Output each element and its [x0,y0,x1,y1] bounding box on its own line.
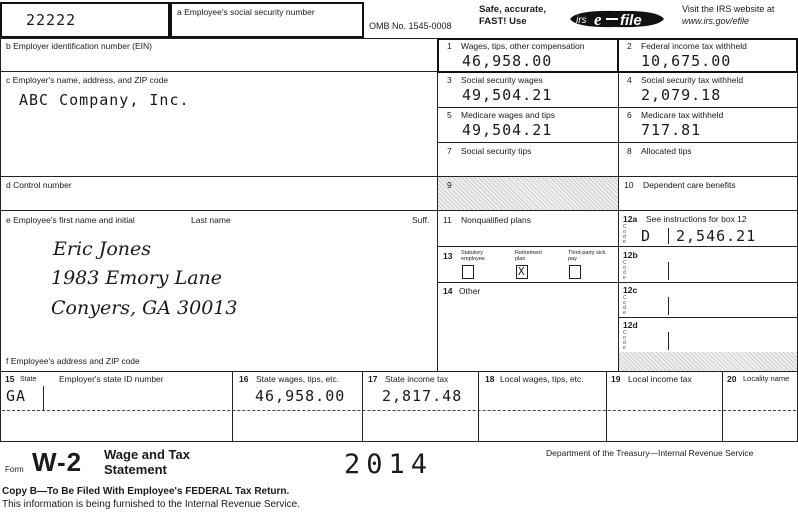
employee-city-handwritten[interactable]: Conyers, GA 30013 [51,297,238,319]
control-number-field[interactable] [1,192,436,209]
box-17-label: State income tax [385,374,449,384]
employee-street-handwritten[interactable]: 1983 Emory Lane [51,267,222,289]
right-rule-6 [437,246,798,247]
state-div-2 [362,371,363,442]
box-4-number: 4 [627,75,632,85]
box-12a-divider [668,228,669,244]
department-treasury-irs: Department of the Treasury—Internal Revenue Service [546,448,754,458]
box-9-shaded [438,177,618,210]
box-12d-divider [668,332,669,350]
box-11-number: 11 [443,215,452,225]
box-12b-number: 12b [623,250,638,260]
box-12b-code-vertical: Code [623,260,627,281]
box-12c-code-vertical: Code [623,295,627,316]
box-12c-number: 12c [623,285,638,295]
box-12c-field[interactable] [672,295,796,315]
box-14-label: Other [459,286,481,296]
svg-text:file: file [620,12,642,29]
box-12c-divider [668,297,669,315]
state-div-3 [478,371,479,442]
svg-text:irs: irs [576,15,587,26]
third-party-sick-pay-text: Third-party sick pay [568,250,606,262]
box-18-field[interactable] [481,386,604,408]
safe-accurate-line1: Safe, accurate, [479,4,547,15]
box-12b-divider [668,262,669,280]
control-box-value: 22222 [26,11,77,29]
box-4-value[interactable]: 2,079.18 [641,86,722,104]
box-12a-code[interactable]: D [641,227,652,245]
box-3-value[interactable]: 49,504.21 [462,86,553,104]
box-9-number: 9 [447,180,452,190]
box-12a-value[interactable]: 2,546.21 [676,227,757,245]
tax-year: 2014 [344,449,434,480]
box-4-label: Social security tax withheld [641,75,744,85]
box-19-number: 19 [611,374,621,384]
box-5-number: 5 [447,110,452,120]
box-1-label: Wages, tips, other compensation [461,41,585,51]
state-top-rule [0,371,798,372]
irs-efile-logo [566,8,666,30]
box-15-label: State [20,376,37,383]
outer-left-rule [0,38,1,442]
left-rule-3 [0,210,437,211]
employee-suffix-label: Suff. [412,215,430,225]
box-6-label: Medicare tax withheld [641,110,724,120]
right-rule-2 [437,107,798,108]
box-12a-label: See instructions for box 12 [646,214,747,224]
box-5-label: Medicare wages and tips [461,110,556,120]
state-id-divider [43,386,44,411]
box-16-label: State wages, tips, etc. [256,374,340,384]
box-1-number: 1 [447,41,452,51]
form-title-line1: Wage and Tax [104,447,190,462]
box-18-number: 18 [485,374,495,384]
box-15-id-field[interactable] [46,386,230,408]
box-2-label: Federal income tax withheld [641,41,747,51]
box-12b-field[interactable] [672,260,796,280]
ein-label: b Employer identification number (EIN) [6,41,152,51]
box-15-id-label: Employer's state ID number [59,374,164,384]
state-div-1 [232,371,233,442]
omb-number: OMB No. 1545-0008 [369,21,452,31]
furnished-to-irs-note: This information is being furnished to the Internal Revenue Service. [2,499,300,510]
state-row-dashed-separator [2,410,796,411]
retirement-plan-text: Retirement plan [515,250,542,262]
box-11-field[interactable] [440,226,616,244]
right-divider [618,38,619,371]
box-15-number: 15 [5,374,15,384]
box-10-field[interactable] [621,192,795,208]
box-13-statutory-label [461,250,501,262]
box-12-shaded-strip [619,352,797,371]
box-6-number: 6 [627,110,632,120]
state-div-5 [722,371,723,442]
box-2-value: 10,675.00 [641,52,732,70]
employee-last-name-label: Last name [191,215,231,225]
form-title-line2: Statement [104,462,167,477]
safe-accurate-line2: FAST! Use [479,16,527,27]
box-8-number: 8 [627,146,632,156]
statutory-employee-checkbox[interactable] [462,265,474,279]
visit-irs-line2: www.irs.gov/efile [682,16,750,26]
employer-name-value[interactable]: ABC Company, Inc. [19,91,190,109]
box-3-label: Social security wages [461,75,543,85]
box-13-retirement-label [515,250,547,262]
employer-name-label: c Employer's name, address, and ZIP code [6,75,169,85]
outer-bottom-rule [0,441,798,442]
box-14-number: 14 [443,286,453,296]
ein-field[interactable] [1,52,436,70]
box-7-label: Social security tips [461,146,532,156]
box-12d-number: 12d [623,320,638,330]
ssn-box[interactable] [170,2,364,38]
box-20-number: 20 [727,374,737,384]
control-box [0,2,170,38]
left-rule-2 [0,176,437,177]
retirement-plan-checkbox[interactable] [516,265,528,279]
statutory-employee-text: Statutory employee [461,250,485,262]
third-party-sick-pay-checkbox[interactable] [569,265,581,279]
copy-b-instruction: Copy B—To Be Filed With Employee's FEDERAL Tax Return. [2,486,290,497]
control-number-label: d Control number [6,180,72,190]
box-12d-field[interactable] [672,330,796,350]
box-11-label: Nonqualified plans [461,215,531,225]
visit-irs-line1: Visit the IRS website at [682,4,775,14]
state-div-4 [606,371,607,442]
box-5-value[interactable]: 49,504.21 [462,121,553,139]
box-10-number: 10 [624,180,634,190]
svg-text:e: e [594,10,602,29]
box-20-label: Locality name [743,374,790,383]
box-12a-code-vertical: Code [623,224,627,245]
box-17-value[interactable]: 2,817.48 [382,387,463,405]
right-rule-5 [437,210,798,211]
box-1-value: 46,958.00 [462,52,553,70]
box-2-number: 2 [627,41,632,51]
box-12a-number: 12a [623,214,638,224]
box-16-value[interactable]: 46,958.00 [255,387,346,405]
right-rule-8 [618,317,798,318]
box-3-number: 3 [447,75,452,85]
box-12d-code-vertical: Code [623,330,627,351]
box-20-field[interactable] [725,386,796,408]
employee-name-handwritten[interactable]: Eric Jones [53,238,151,260]
right-rule-3 [437,142,798,143]
box-14-field[interactable] [440,298,616,368]
retirement-plan-check-mark: X [518,265,525,278]
box-19-label: Local income tax [628,374,692,384]
box-17-number: 17 [368,374,378,384]
employee-first-name-label: e Employee's first name and initial [6,215,135,225]
employee-address-label: f Employee's address and ZIP code [6,356,140,366]
box-13-number: 13 [443,251,453,261]
box-18-label: Local wages, tips, etc. [500,374,584,384]
box-15-state-value[interactable]: GA [6,387,27,405]
box-7-number: 7 [447,146,452,156]
box-16-number: 16 [239,374,249,384]
form-word: Form [5,465,24,474]
right-rule-7 [437,282,798,283]
box-19-field[interactable] [609,386,720,408]
box-13-thirdparty-label [568,250,608,262]
box-8-field[interactable] [621,158,795,174]
form-code-w2: W-2 [32,447,83,477]
box-8-label: Allocated tips [641,146,692,156]
box-7-field[interactable] [440,158,616,174]
box-6-value[interactable]: 717.81 [641,121,702,139]
box-10-label: Dependent care benefits [643,180,736,190]
ssn-label: a Employee's social security number [177,7,315,17]
left-rule-1 [0,71,437,72]
